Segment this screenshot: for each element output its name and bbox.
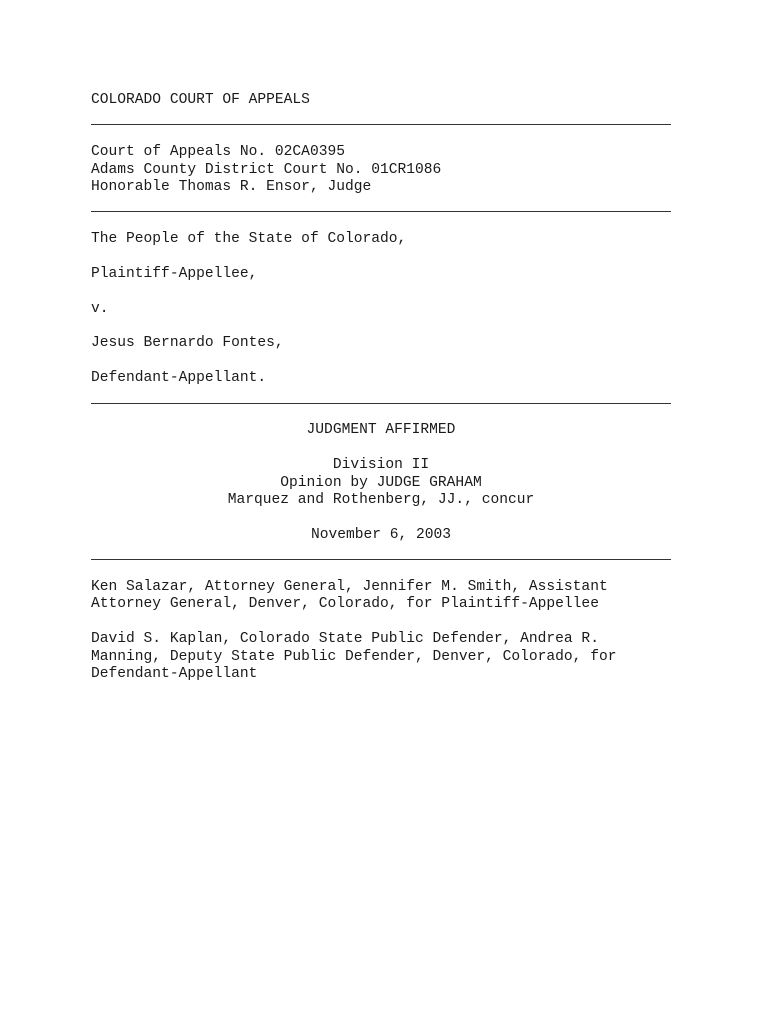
court-name: COLORADO COURT OF APPEALS [91, 92, 310, 108]
divider-4 [91, 544, 671, 561]
plaintiff-name: The People of the State of Colorado, [91, 231, 407, 248]
divider-1 [91, 109, 671, 126]
opinion-cover-page [91, 92, 671, 683]
appeals-case-number: Court of Appeals No. 02CA0395 [91, 144, 345, 161]
appellee-counsel-line-1: Ken Salazar, Attorney General, Jennifer M. Smith, Assistant [91, 578, 608, 595]
versus: v. [91, 300, 109, 317]
defendant-name: Jesus Bernardo Fontes, [91, 335, 284, 352]
decision-date: November 6, 2003 [310, 526, 452, 543]
judgment-result: JUDGMENT AFFIRMED [306, 422, 456, 439]
appellee-counsel-line-2: Attorney General, Denver, Colorado, for Plaintiff-Appellee [91, 596, 599, 613]
divider-2 [91, 196, 671, 213]
opinion-author: Opinion by JUDGE GRAHAM [280, 474, 482, 491]
concurring-judges: Marquez and Rothenberg, JJ., concur [227, 491, 535, 508]
trial-judge: Honorable Thomas R. Ensor, Judge [91, 178, 372, 195]
division: Division II [332, 457, 430, 474]
appellant-counsel-line-3: Defendant-Appellant [91, 665, 258, 682]
appellant-counsel-line-2: Manning, Deputy State Public Defender, Denver, Colorado, for [91, 648, 617, 665]
appellant-counsel-line-1: David S. Kaplan, Colorado State Public Defender, Andrea R. [91, 631, 599, 648]
district-case-number: Adams County District Court No. 01CR1086 [91, 161, 442, 178]
defendant-role: Defendant-Appellant. [91, 370, 267, 387]
plaintiff-role: Plaintiff-Appellee, [91, 265, 258, 282]
divider-3 [91, 388, 671, 405]
